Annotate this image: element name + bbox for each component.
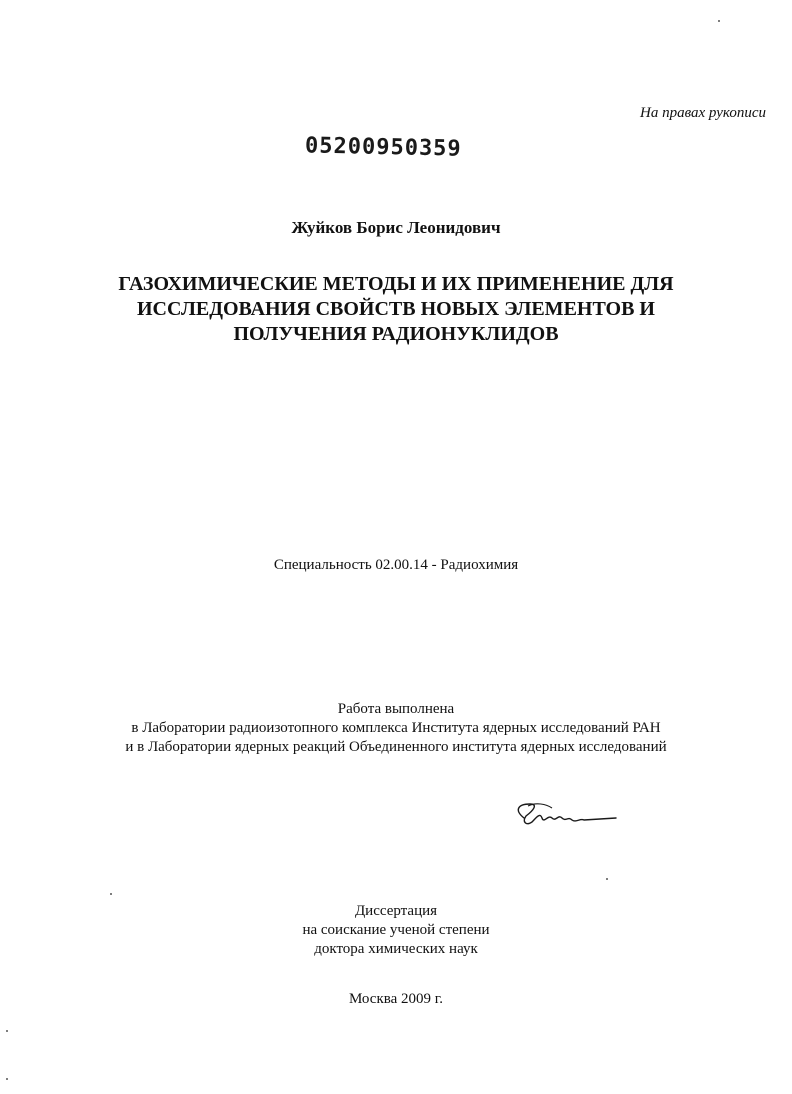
city-year: Москва 2009 г. xyxy=(348,991,444,1007)
handwritten-signature xyxy=(512,796,622,836)
work-line: и в Лаборатории ядерных реакций Объединенного института ядерных исследований xyxy=(125,739,667,755)
title-line: ПОЛУЧЕНИЯ РАДИОНУКЛИДОВ xyxy=(233,323,559,345)
scan-speck xyxy=(606,878,608,880)
registry-number-stamp: 05200950359 xyxy=(304,133,462,162)
dissertation-line: доктора химических наук xyxy=(314,941,478,957)
dissertation-line: Диссертация xyxy=(354,903,438,919)
author-name: Жуйков Борис Леонидович xyxy=(291,218,501,237)
work-affiliation-block xyxy=(0,700,792,757)
dissertation-title xyxy=(60,272,732,347)
title-line: ИССЛЕДОВАНИЯ СВОЙСТВ НОВЫХ ЭЛЕМЕНТОВ И xyxy=(137,298,655,320)
dissertation-line: на соискание ученой степени xyxy=(302,922,490,938)
scan-speck xyxy=(6,1030,8,1032)
title-line: ГАЗОХИМИЧЕСКИЕ МЕТОДЫ И ИХ ПРИМЕНЕНИЕ ДЛЯ xyxy=(118,273,674,295)
scan-speck xyxy=(6,1078,8,1080)
work-line: Работа выполнена xyxy=(337,701,455,717)
scan-speck xyxy=(110,893,112,895)
manuscript-rights-note: На правах рукописи xyxy=(640,105,766,121)
dissertation-degree-block xyxy=(0,902,792,959)
scan-speck xyxy=(718,20,720,22)
work-line: в Лаборатории радиоизотопного комплекса Института ядерных исследований РАН xyxy=(131,720,661,736)
specialty-line: Специальность 02.00.14 - Радиохимия xyxy=(273,557,519,573)
